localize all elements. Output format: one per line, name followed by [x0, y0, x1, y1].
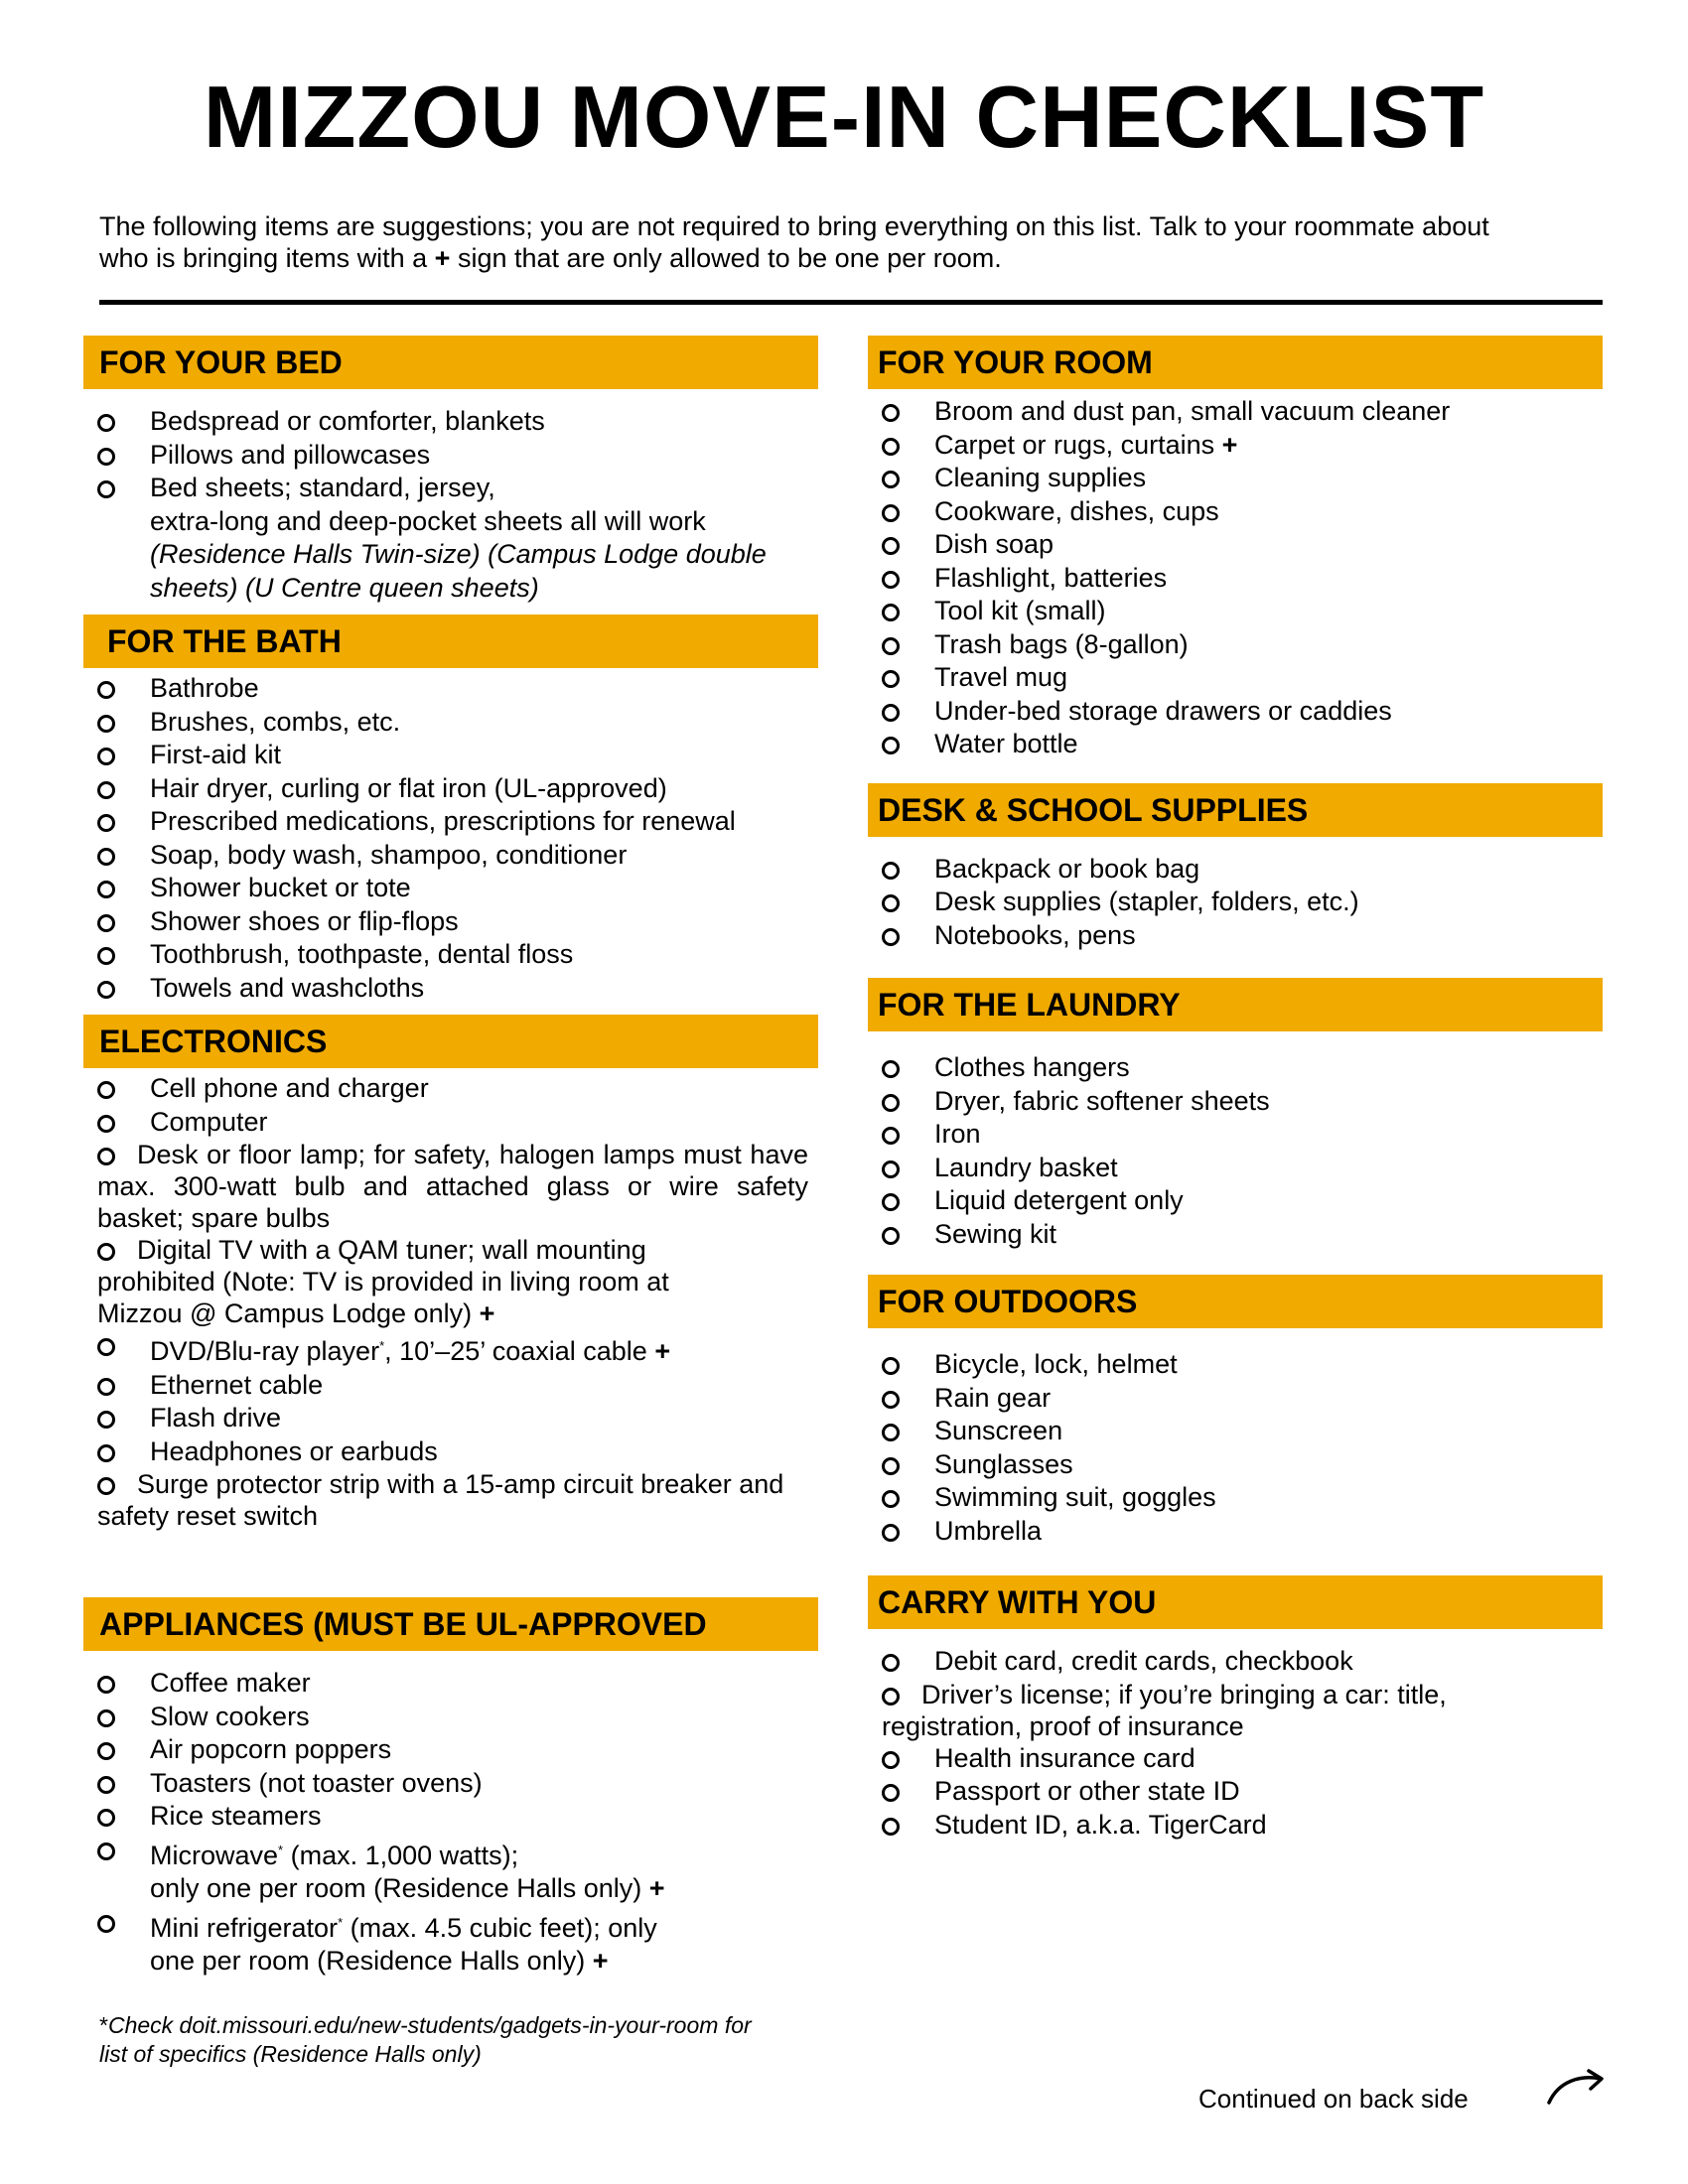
section-desk: [868, 783, 1603, 953]
item-sub-text: only one per room (Residence Halls only): [150, 1873, 642, 1903]
list-item: [868, 853, 1603, 887]
item-label: Laundry basket: [934, 1152, 1118, 1182]
list-item: [83, 472, 818, 605]
list-item: [868, 1118, 1603, 1152]
checkbox-circle-icon[interactable]: [882, 1391, 900, 1409]
item-label: Tool kit (small): [934, 596, 1106, 625]
checkbox-circle-icon[interactable]: [882, 1193, 900, 1211]
item-note: (Residence Halls Twin-size) (Campus Lodge double sheets) (U Centre queen sheets): [150, 539, 767, 603]
checkbox-circle-icon[interactable]: [882, 1784, 900, 1802]
intro-plus: +: [434, 243, 451, 273]
list-item: [868, 1051, 1603, 1085]
outdoors-list: [868, 1348, 1603, 1548]
checkbox-circle-icon[interactable]: [882, 471, 900, 488]
item-label: Notebooks, pens: [934, 919, 1136, 950]
checkbox-circle-icon[interactable]: [882, 737, 900, 754]
list-item: [868, 462, 1603, 495]
list-item: [868, 1448, 1603, 1482]
section-header-bed: FOR YOUR BED: [83, 336, 818, 389]
checkbox-circle-icon[interactable]: [882, 1160, 900, 1178]
item-label: Iron: [934, 1119, 981, 1149]
section-room: [868, 336, 1603, 761]
checkbox-circle-icon[interactable]: [97, 1809, 115, 1827]
checkbox-circle-icon[interactable]: [97, 1338, 115, 1356]
item-label: Bed sheets; standard, jersey,: [150, 473, 495, 502]
list-item: [868, 886, 1603, 919]
bed-list: [83, 405, 818, 605]
checkbox-circle-icon[interactable]: [97, 1378, 115, 1396]
checkbox-circle-icon[interactable]: [882, 862, 900, 880]
item-label: Trash bags (8-gallon): [934, 628, 1189, 659]
list-item: [868, 395, 1603, 429]
checkbox-circle-icon[interactable]: [882, 704, 900, 722]
list-item: [868, 1809, 1603, 1843]
checkbox-circle-icon[interactable]: [97, 1676, 115, 1694]
item-label: Bedspread or comforter, blankets: [150, 406, 545, 436]
list-item: [83, 1402, 818, 1435]
item-sub-label: extra-long and deep-pocket sheets all will work: [150, 505, 706, 536]
item-label: Headphones or earbuds: [150, 1435, 438, 1466]
list-item: [83, 739, 818, 772]
item-label: Computer: [150, 1106, 268, 1137]
section-outdoors: [868, 1275, 1603, 1548]
checkbox-circle-icon[interactable]: [97, 1742, 115, 1760]
list-item: [83, 405, 818, 439]
list-item: [83, 1329, 818, 1369]
section-bath: [83, 614, 818, 1005]
list-item: [83, 1139, 818, 1234]
item-label: Cookware, dishes, cups: [934, 495, 1219, 526]
item-label: Bathrobe: [150, 673, 259, 703]
intro-part-2: sign that are only allowed to be one per room.: [450, 243, 1002, 273]
list-item: [83, 772, 818, 806]
checkbox-circle-icon[interactable]: [97, 1081, 115, 1099]
section-header-laundry: FOR THE LAUNDRY: [868, 978, 1603, 1031]
item-label: Microwave: [150, 1840, 279, 1870]
checkbox-circle-icon[interactable]: [97, 748, 115, 765]
list-item: [868, 1481, 1603, 1515]
item-label: Toasters (not toaster ovens): [150, 1767, 483, 1798]
section-header-room: FOR YOUR ROOM: [868, 336, 1603, 389]
carry-list: [868, 1645, 1603, 1842]
list-item: [83, 1468, 818, 1532]
item-label: Swimming suit, goggles: [934, 1482, 1216, 1512]
item-label: Cell phone and charger: [150, 1073, 429, 1103]
checkbox-circle-icon[interactable]: [97, 1709, 115, 1727]
item-label: DVD/Blu-ray player: [150, 1336, 380, 1366]
item-label: Under-bed storage drawers or caddies: [934, 695, 1392, 726]
footnote: [99, 2011, 774, 2069]
item-label: First-aid kit: [150, 740, 282, 769]
item-label: Brushes, combs, etc.: [150, 706, 401, 737]
item-label: Mini refrigerator: [150, 1912, 339, 1943]
list-item: [868, 1152, 1603, 1185]
list-item: [868, 1382, 1603, 1416]
list-item: [83, 1435, 818, 1469]
checkbox-circle-icon[interactable]: [97, 881, 115, 898]
checkbox-circle-icon[interactable]: [97, 1444, 115, 1462]
list-item: [83, 1834, 818, 1906]
appliances-list: [83, 1667, 818, 1979]
checkbox-circle-icon[interactable]: [97, 981, 115, 999]
checkbox-circle-icon[interactable]: [882, 1818, 900, 1836]
plus-marker: +: [648, 1873, 665, 1903]
checkbox-circle-icon[interactable]: [882, 1751, 900, 1769]
list-item: [868, 429, 1603, 463]
list-item: [868, 728, 1603, 761]
item-label: Flashlight, batteries: [934, 562, 1168, 593]
item-label: Clothes hangers: [934, 1052, 1130, 1082]
section-carry: [868, 1575, 1603, 1842]
item-label: Dish soap: [934, 529, 1055, 559]
item-label: Debit card, credit cards, checkbook: [934, 1646, 1353, 1676]
list-item: [868, 1415, 1603, 1448]
item-label: Coffee maker: [150, 1668, 311, 1698]
checkbox-circle-icon[interactable]: [97, 1915, 115, 1933]
item-label: Liquid detergent only: [934, 1185, 1184, 1215]
page-title: MIZZOU MOVE-IN CHECKLIST: [203, 68, 1485, 166]
item-label: Sunscreen: [934, 1416, 1063, 1445]
checkbox-circle-icon[interactable]: [97, 1477, 115, 1495]
list-item: [83, 439, 818, 473]
checkbox-circle-icon[interactable]: [882, 604, 900, 621]
item-label: Health insurance card: [934, 1742, 1196, 1773]
intro-text: [99, 210, 1509, 274]
list-item: [83, 672, 818, 706]
section-header-bath: FOR THE BATH: [83, 614, 818, 668]
item-label: Cleaning supplies: [934, 463, 1147, 492]
bath-list: [83, 672, 818, 1005]
item-label: Dryer, fabric softener sheets: [934, 1085, 1270, 1116]
list-item: [83, 1701, 818, 1734]
plus-marker: +: [654, 1336, 671, 1366]
item-label: Carpet or rugs, curtains: [934, 429, 1215, 460]
section-header-carry: CARRY WITH YOU: [868, 1575, 1603, 1629]
list-item: [83, 1733, 818, 1767]
checkbox-circle-icon[interactable]: [882, 1424, 900, 1441]
footnote-text: Check doit.missouri.edu/new-students/gadgets-in-your-room for list of specifics (Residence Halls only): [99, 2012, 752, 2067]
list-item: [868, 528, 1603, 562]
checkbox-circle-icon[interactable]: [882, 637, 900, 655]
checkbox-circle-icon[interactable]: [882, 1357, 900, 1375]
checkbox-circle-icon[interactable]: [97, 715, 115, 733]
list-item: [83, 1906, 818, 1979]
list-item: [868, 562, 1603, 596]
item-label: Travel mug: [934, 662, 1068, 692]
checkbox-circle-icon[interactable]: [97, 681, 115, 699]
section-header-appliances: APPLIANCES (MUST BE UL-APPROVED: [83, 1597, 818, 1651]
checkbox-circle-icon[interactable]: [97, 814, 115, 832]
item-sub-text: one per room (Residence Halls only): [150, 1946, 586, 1976]
section-laundry: [868, 978, 1603, 1251]
item-label: Digital TV with a QAM tuner; wall mounting prohibited (Note: TV is provided in living room at Mizzou @ Campus Lodge only): [97, 1235, 669, 1328]
item-label: Sunglasses: [934, 1448, 1073, 1479]
section-electronics: [83, 1015, 818, 1532]
list-item: [83, 1106, 818, 1140]
checkbox-circle-icon[interactable]: [97, 1843, 115, 1860]
list-item: [83, 1800, 818, 1834]
item-label: Toothbrush, toothpaste, dental floss: [150, 939, 574, 969]
item-label: Broom and dust pan, small vacuum cleaner: [934, 396, 1451, 426]
curved-arrow-icon: [1545, 2061, 1609, 2111]
section-header-electronics: ELECTRONICS: [83, 1015, 818, 1068]
list-item: [868, 1218, 1603, 1252]
item-label-rest: (max. 1,000 watts);: [283, 1840, 519, 1870]
list-item: [868, 1184, 1603, 1218]
section-appliances: [83, 1597, 818, 1979]
checkbox-circle-icon[interactable]: [882, 537, 900, 555]
section-header-outdoors: FOR OUTDOORS: [868, 1275, 1603, 1328]
list-item: [83, 1072, 818, 1106]
list-item: [868, 595, 1603, 628]
item-label: Water bottle: [934, 729, 1078, 758]
checkbox-circle-icon[interactable]: [882, 571, 900, 589]
checkbox-circle-icon[interactable]: [882, 1457, 900, 1475]
list-item: [868, 1515, 1603, 1549]
checkbox-circle-icon[interactable]: [97, 947, 115, 965]
checkbox-circle-icon[interactable]: [882, 670, 900, 688]
footnote-star: *: [338, 1914, 344, 1930]
checkbox-circle-icon[interactable]: [882, 1060, 900, 1078]
item-label: Rice steamers: [150, 1801, 322, 1831]
list-item: [868, 1645, 1603, 1679]
left-column: [83, 336, 818, 1979]
list-item: [83, 839, 818, 873]
checkbox-circle-icon[interactable]: [882, 504, 900, 522]
checkbox-circle-icon[interactable]: [882, 1654, 900, 1672]
checkbox-circle-icon[interactable]: [882, 1127, 900, 1145]
item-label: Pillows and pillowcases: [150, 439, 431, 470]
item-label: Bicycle, lock, helmet: [934, 1349, 1178, 1379]
list-item: [83, 872, 818, 905]
item-label: Backpack or book bag: [934, 853, 1200, 884]
checkbox-circle-icon[interactable]: [97, 1243, 115, 1261]
checkbox-circle-icon[interactable]: [882, 1524, 900, 1542]
item-label: Passport or other state ID: [934, 1776, 1240, 1806]
checkbox-circle-icon[interactable]: [97, 480, 115, 498]
checkbox-circle-icon[interactable]: [882, 1490, 900, 1508]
checkbox-circle-icon[interactable]: [882, 928, 900, 946]
plus-marker: +: [1221, 429, 1238, 460]
list-item: [868, 1679, 1603, 1742]
item-label: Umbrella: [934, 1515, 1043, 1546]
list-item: [83, 1234, 818, 1329]
checkbox-circle-icon[interactable]: [882, 1094, 900, 1112]
item-label: Hair dryer, curling or flat iron (UL-approved): [150, 772, 667, 803]
list-item: [868, 1742, 1603, 1776]
item-label: Desk supplies (stapler, folders, etc.): [934, 887, 1359, 916]
item-label: Rain gear: [934, 1382, 1052, 1413]
divider-rule: [99, 300, 1603, 305]
continued-note: Continued on back side: [1198, 2084, 1469, 2114]
section-bed: [83, 336, 818, 605]
item-sub-label: [150, 1945, 808, 1979]
checkbox-circle-icon[interactable]: [97, 448, 115, 466]
footnote-star: *: [99, 2012, 108, 2038]
item-label: Desk or floor lamp; for safety, halogen lamps must have max. 300-watt bulb and attached glass or wire safety basket; spare bulbs: [97, 1140, 808, 1233]
checkbox-circle-icon[interactable]: [882, 1227, 900, 1245]
list-item: [868, 919, 1603, 953]
item-label: Student ID, a.k.a. TigerCard: [934, 1809, 1267, 1840]
item-label: Air popcorn poppers: [150, 1734, 392, 1764]
checkbox-circle-icon[interactable]: [882, 1688, 900, 1706]
checkbox-circle-icon[interactable]: [97, 1411, 115, 1429]
list-item: [83, 706, 818, 740]
plus-marker: +: [592, 1946, 609, 1976]
list-item: [83, 1767, 818, 1801]
item-label: Ethernet cable: [150, 1369, 324, 1400]
checkbox-circle-icon[interactable]: [882, 404, 900, 422]
laundry-list: [868, 1051, 1603, 1251]
room-list: [868, 395, 1603, 761]
item-label: Shower shoes or flip-flops: [150, 905, 459, 936]
item-label: Soap, body wash, shampoo, conditioner: [150, 839, 628, 870]
plus-marker: +: [479, 1298, 495, 1328]
list-item: [83, 938, 818, 972]
list-item: [83, 1667, 818, 1701]
list-item: [83, 905, 818, 939]
checkbox-circle-icon[interactable]: [97, 414, 115, 432]
item-label: Flash drive: [150, 1403, 282, 1433]
section-header-desk: DESK & SCHOOL SUPPLIES: [868, 783, 1603, 837]
list-item: [83, 972, 818, 1006]
list-item: [83, 805, 818, 839]
checkbox-circle-icon[interactable]: [97, 848, 115, 866]
list-item: [868, 1085, 1603, 1119]
item-label: Prescribed medications, prescriptions for renewal: [150, 806, 736, 836]
checkbox-circle-icon[interactable]: [97, 781, 115, 799]
checkbox-circle-icon[interactable]: [97, 914, 115, 932]
checkbox-circle-icon[interactable]: [882, 894, 900, 912]
list-item: [868, 661, 1603, 695]
list-item: [868, 695, 1603, 729]
list-item: [868, 1775, 1603, 1809]
item-label-rest: , 10’–25’ coaxial cable: [384, 1336, 647, 1366]
item-sub-label: [150, 1872, 808, 1906]
intro-part-1: The following items are suggestions; you are not required to bring everything on this list. Talk to your roommate about who is bringing items with a: [99, 211, 1489, 273]
checkbox-circle-icon[interactable]: [882, 438, 900, 456]
list-item: [868, 1348, 1603, 1382]
item-label: Shower bucket or tote: [150, 873, 411, 902]
list-item: [868, 628, 1603, 662]
footnote-star: *: [379, 1338, 385, 1353]
item-label: Sewing kit: [934, 1218, 1057, 1249]
list-item: [83, 1369, 818, 1403]
checkbox-circle-icon[interactable]: [97, 1776, 115, 1794]
item-label: Slow cookers: [150, 1701, 310, 1731]
list-item: [868, 495, 1603, 529]
footnote-star: *: [278, 1842, 284, 1857]
item-label: Surge protector strip with a 15-amp circuit breaker and safety reset switch: [97, 1469, 784, 1531]
item-label-rest: (max. 4.5 cubic feet); only: [343, 1912, 657, 1943]
item-label: Towels and washcloths: [150, 972, 425, 1003]
right-column: [868, 336, 1603, 1842]
desk-list: [868, 853, 1603, 953]
electronics-list: [83, 1072, 818, 1532]
checkbox-circle-icon[interactable]: [97, 1148, 115, 1165]
checkbox-circle-icon[interactable]: [97, 1115, 115, 1133]
item-label: Driver’s license; if you’re bringing a car: title, registration, proof of insurance: [882, 1679, 1447, 1741]
